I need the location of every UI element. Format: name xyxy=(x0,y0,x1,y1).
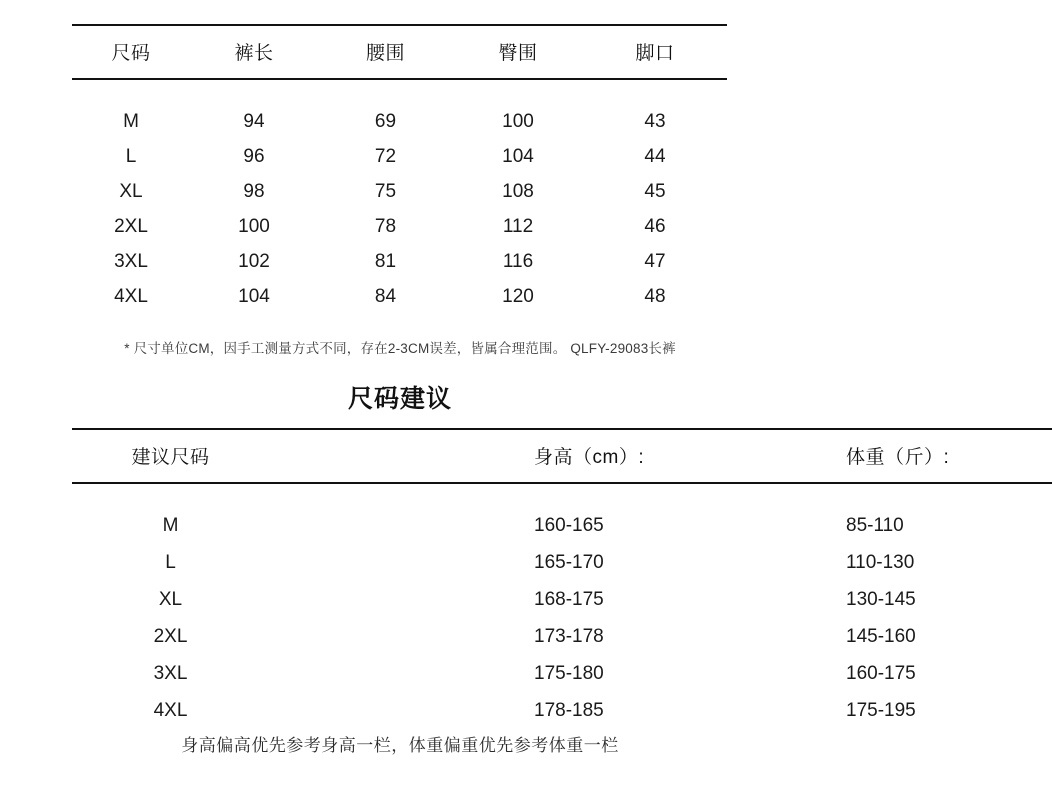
cell-hip: 108 xyxy=(502,181,534,202)
cell-waist: 78 xyxy=(374,216,397,237)
cell-suggested-size: 4XL xyxy=(153,700,188,721)
cell-pants-length: 98 xyxy=(243,181,265,202)
section-title-size-recommendation: 尺码建议 xyxy=(347,385,452,413)
cell-waist: 75 xyxy=(374,181,397,202)
cell-size: M xyxy=(123,111,139,132)
cell-height-range: 160-165 xyxy=(534,515,604,536)
cell-pants-length: 102 xyxy=(238,251,270,272)
recommendation-header-suggested-size: 建议尺码 xyxy=(131,447,210,468)
cell-pants-length: 96 xyxy=(243,146,265,167)
cell-height-range: 173-178 xyxy=(534,626,604,647)
measurements-header-leg-opening: 脚口 xyxy=(635,43,675,64)
table-row xyxy=(72,79,727,139)
cell-hip: 100 xyxy=(502,111,534,132)
cell-hip: 104 xyxy=(502,146,534,167)
cell-leg-opening: 46 xyxy=(644,216,666,237)
cell-weight-range: 175-195 xyxy=(846,700,916,721)
table-row xyxy=(72,692,1052,729)
table-row xyxy=(72,209,727,244)
table-row xyxy=(72,483,1052,544)
cell-hip: 120 xyxy=(502,286,534,307)
table-row xyxy=(72,139,727,174)
cell-weight-range: 110-130 xyxy=(846,552,915,573)
cell-leg-opening: 44 xyxy=(644,146,666,167)
measurements-table-head xyxy=(72,25,727,79)
recommendation-table-head xyxy=(72,429,1052,483)
cell-weight-range: 85-110 xyxy=(846,515,904,536)
measurements-header-waist: 腰围 xyxy=(365,43,405,64)
cell-size: 2XL xyxy=(114,216,148,237)
size-guidance-note: 身高偏高优先参考身高一栏，体重偏重优先参考体重一栏 xyxy=(181,736,619,755)
cell-leg-opening: 48 xyxy=(644,286,666,307)
cell-leg-opening: 45 xyxy=(644,181,666,202)
table-row xyxy=(72,544,1052,581)
measurement-footnote: * 尺寸单位CM，因手工测量方式不同，存在2-3CM误差，皆属合理范围。 QLFY-29083长裤 xyxy=(124,341,676,356)
cell-height-range: 178-185 xyxy=(534,700,604,721)
measurements-header-size: 尺码 xyxy=(111,43,151,64)
table-row xyxy=(72,244,727,279)
cell-size: L xyxy=(125,146,137,167)
cell-suggested-size: 3XL xyxy=(153,663,188,684)
cell-weight-range: 145-160 xyxy=(846,626,916,647)
cell-pants-length: 104 xyxy=(238,286,270,307)
recommendation-header-row xyxy=(72,429,1052,483)
cell-leg-opening: 43 xyxy=(644,111,666,132)
cell-size: XL xyxy=(119,181,143,202)
table-row xyxy=(72,279,727,314)
cell-suggested-size: 2XL xyxy=(153,626,188,647)
recommendation-table-body xyxy=(72,483,1052,729)
measurements-header-hip: 臀围 xyxy=(498,43,538,64)
cell-suggested-size: L xyxy=(165,552,176,573)
cell-suggested-size: M xyxy=(162,515,179,536)
recommendation-table xyxy=(72,428,1052,729)
cell-leg-opening: 47 xyxy=(644,251,666,272)
recommendation-header-height: 身高（cm）: xyxy=(534,447,645,468)
table-row xyxy=(72,581,1052,618)
cell-size: 3XL xyxy=(114,251,148,272)
cell-waist: 69 xyxy=(374,111,397,132)
measurements-header-pants-length: 裤长 xyxy=(234,43,274,64)
measurements-table xyxy=(72,24,727,314)
table-row xyxy=(72,618,1052,655)
cell-waist: 81 xyxy=(374,251,397,272)
recommendation-header-weight: 体重（斤）: xyxy=(846,447,950,468)
cell-weight-range: 160-175 xyxy=(846,663,916,684)
cell-hip: 116 xyxy=(502,251,534,272)
cell-weight-range: 130-145 xyxy=(846,589,916,610)
cell-size: 4XL xyxy=(114,286,148,307)
cell-height-range: 165-170 xyxy=(534,552,604,573)
table-row xyxy=(72,174,727,209)
cell-hip: 112 xyxy=(502,216,534,237)
table-row xyxy=(72,655,1052,692)
cell-height-range: 175-180 xyxy=(534,663,604,684)
cell-pants-length: 94 xyxy=(243,111,265,132)
measurements-table-body xyxy=(72,79,727,314)
cell-waist: 84 xyxy=(374,286,397,307)
cell-suggested-size: XL xyxy=(158,589,183,610)
cell-waist: 72 xyxy=(374,146,397,167)
cell-height-range: 168-175 xyxy=(534,589,604,610)
measurements-header-row xyxy=(72,25,727,79)
cell-pants-length: 100 xyxy=(238,216,270,237)
